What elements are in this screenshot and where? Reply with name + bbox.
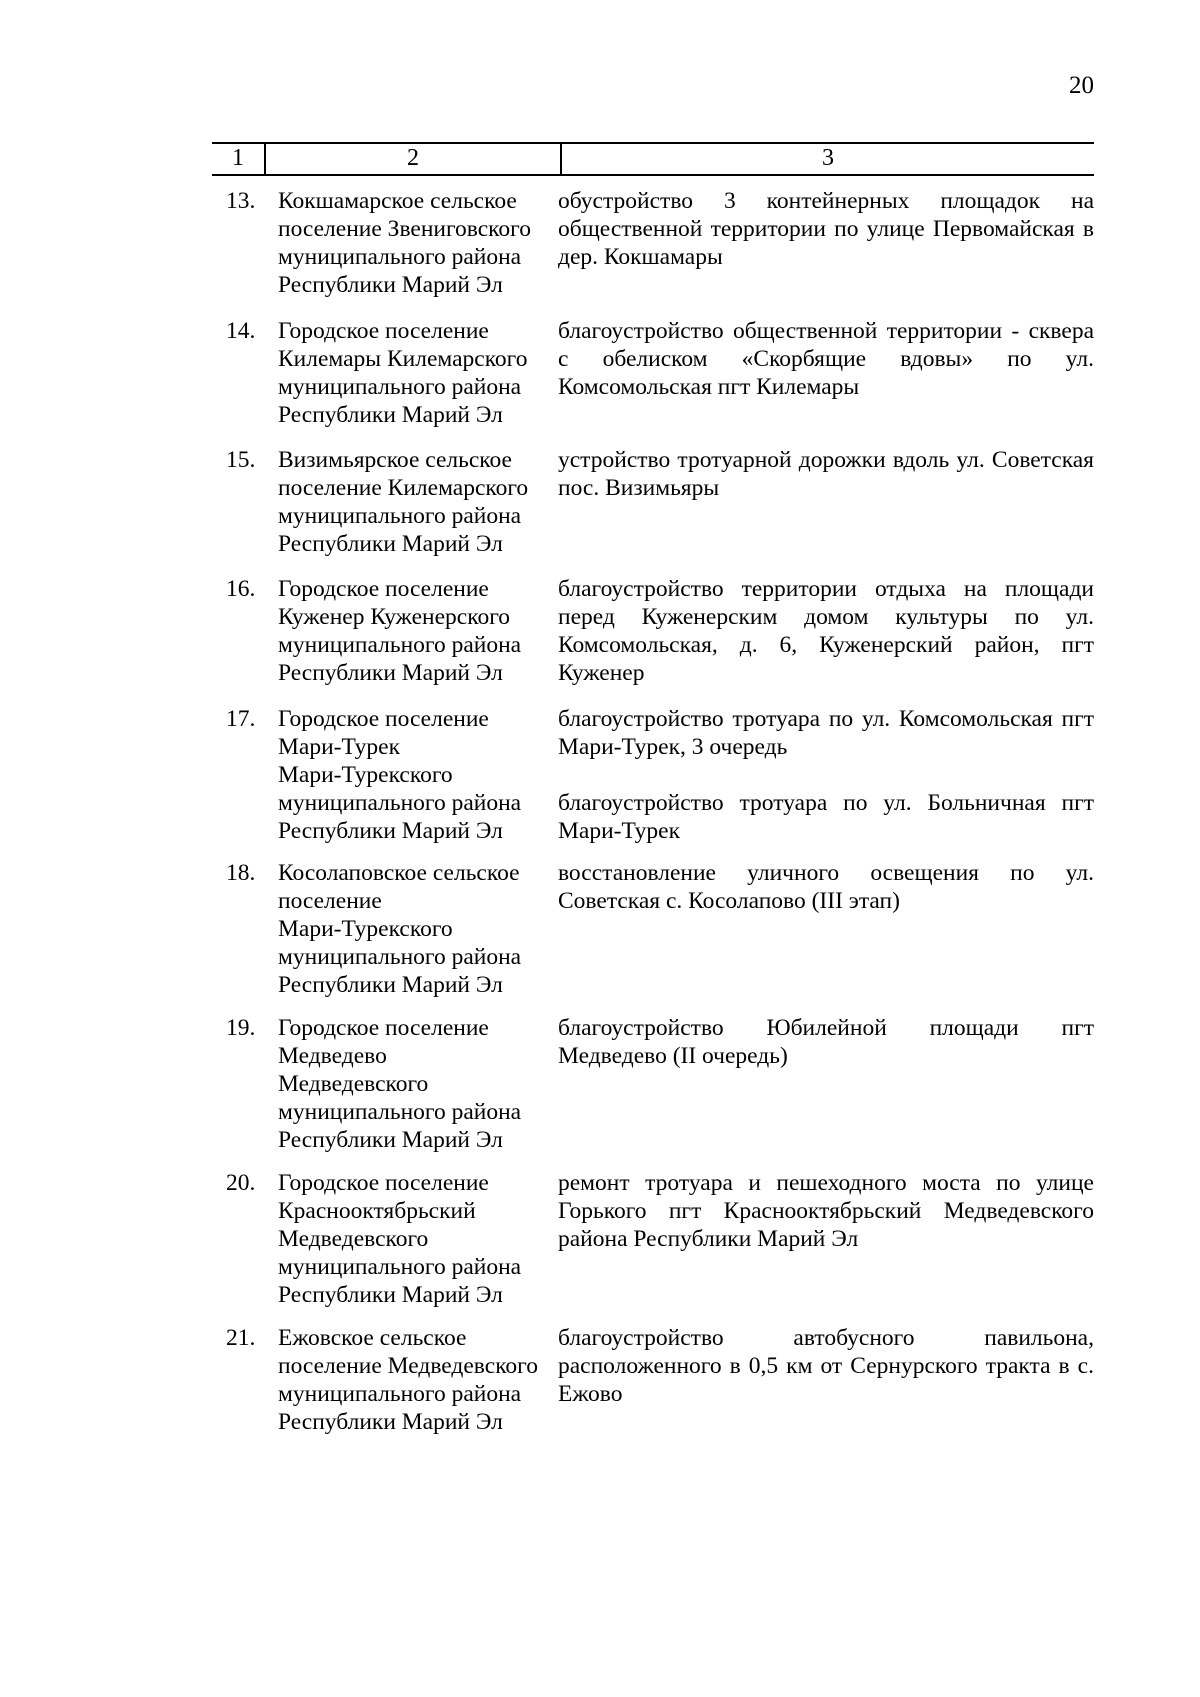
municipality-name: Городское поселение Мари-Турек Мари-Турекского муниципального района Республики Марий Эл xyxy=(278,706,522,844)
row-number: 14. xyxy=(226,318,256,344)
table-row xyxy=(212,1014,1094,1169)
page-number: 20 xyxy=(1069,72,1094,99)
row-number: 21. xyxy=(226,1325,256,1351)
table-row xyxy=(212,187,1094,317)
work-description: благоустройство общественной территории - сквера с обелиском «Скорбящие вдовы» по ул. Комсомольская пгт Килемары xyxy=(558,318,1094,400)
table-row xyxy=(212,859,1094,1014)
row-number: 16. xyxy=(226,576,256,602)
municipality-name: Визимьярское сельское поселение Килемарского муниципального района Республики Марий Эл xyxy=(278,447,529,557)
work-description: обустройство 3 контейнерных площадок на общественной территории по улице Первомайская в дер. Кокшамары xyxy=(558,188,1094,270)
header-col-2: 2 xyxy=(266,144,562,174)
table-row xyxy=(212,1324,1094,1436)
works-cell xyxy=(558,446,1094,575)
work-description: благоустройство тротуара по ул. Больничная пгт Мари-Турек xyxy=(558,790,1094,844)
table-row xyxy=(212,1169,1094,1324)
municipality-name: Городское поселение Куженер Куженерского муниципального района Республики Марий Эл xyxy=(278,576,522,686)
work-description: благоустройство тротуара по ул. Комсомольская пгт Мари-Турек, 3 очередь xyxy=(558,706,1094,760)
table-row xyxy=(212,705,1094,859)
works-cell xyxy=(558,187,1094,317)
header-col-1: 1 xyxy=(212,144,266,174)
works-cell xyxy=(558,1014,1094,1169)
table-row xyxy=(212,317,1094,446)
municipality-name: Кокшамарское сельское поселение Звениговского муниципального района Республики Марий Эл xyxy=(278,188,531,298)
table-header xyxy=(212,142,1094,176)
row-number: 18. xyxy=(226,860,256,886)
works-cell xyxy=(558,705,1094,859)
row-number: 13. xyxy=(226,188,256,214)
work-description: ремонт тротуара и пешеходного моста по улице Горького пгт Краснооктябрьский Медведевского района Республики Марий Эл xyxy=(558,1170,1094,1252)
header-col-3: 3 xyxy=(822,145,834,171)
table-row xyxy=(212,446,1094,575)
municipality-name: Городское поселение Краснооктябрьский Медведевского муниципального района Республики Марий Эл xyxy=(278,1170,522,1308)
municipality-name: Косолаповское сельское поселение Мари-Турекского муниципального района Республики Марий Эл xyxy=(278,860,522,998)
work-description: восстановление уличного освещения по ул. Советская с. Косолапово (III этап) xyxy=(558,860,1094,914)
works-cell xyxy=(558,317,1094,446)
works-cell xyxy=(558,1169,1094,1324)
work-description: устройство тротуарной дорожки вдоль ул. Советская пос. Визимьяры xyxy=(558,447,1094,501)
works-cell xyxy=(558,1324,1094,1436)
row-number: 20. xyxy=(226,1170,256,1196)
work-description: благоустройство территории отдыха на площади перед Куженерским домом культуры по ул. Комсомольская, д. 6, Куженерский район, пгт Куженер xyxy=(558,576,1094,686)
work-description: благоустройство автобусного павильона, расположенного в 0,5 км от Сернурского тракта в с. Ежово xyxy=(558,1325,1094,1407)
row-number: 17. xyxy=(226,706,256,732)
row-number: 19. xyxy=(226,1015,256,1041)
table-body xyxy=(212,187,1094,1436)
row-number: 15. xyxy=(226,447,256,473)
municipality-name: Ежовское сельское поселение Медведевского муниципального района Республики Марий Эл xyxy=(278,1325,538,1435)
municipality-name: Городское поселение Медведево Медведевского муниципального района Республики Марий Эл xyxy=(278,1015,522,1153)
works-cell xyxy=(558,859,1094,1014)
works-cell xyxy=(558,575,1094,705)
municipality-name: Городское поселение Килемары Килемарского муниципального района Республики Марий Эл xyxy=(278,318,528,428)
table-row xyxy=(212,575,1094,705)
work-description: благоустройство Юбилейной площади пгт Медведево (II очередь) xyxy=(558,1015,1094,1069)
